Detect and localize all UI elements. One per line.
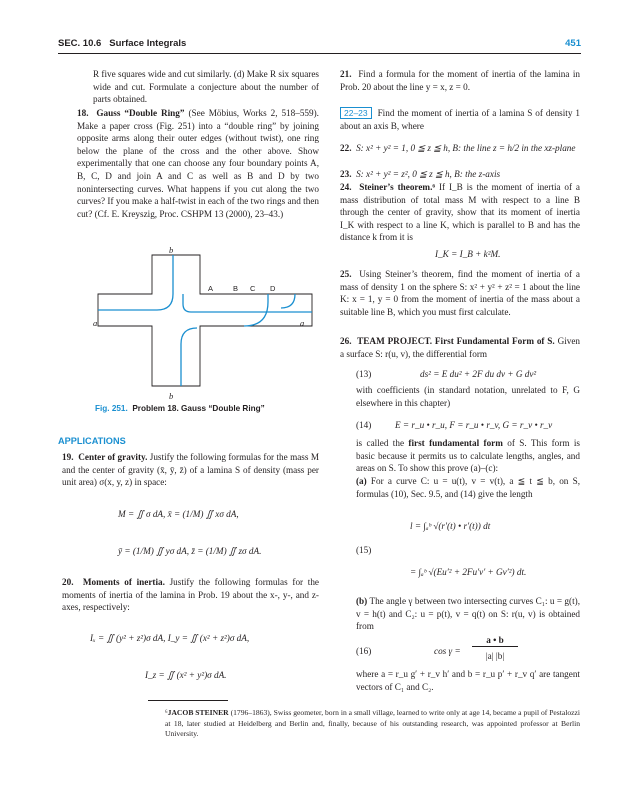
problem-title: Moments of inertia. [82, 577, 165, 587]
section-number: SEC. 10.6 [58, 38, 102, 49]
problem-26 [340, 335, 580, 360]
problem-text: Find a formula for the moment of inertia of the lamina in Prob. 20 about the line y = x, z = 0. [340, 69, 581, 92]
problem-range-box: 22–23 [340, 107, 372, 119]
problem-23 [340, 168, 580, 181]
equation-14: E = r_u • r_u, F = r_u • r_v, G = r_v • r_v [395, 420, 553, 430]
equation-16-numerator: a • b [472, 634, 518, 647]
equation-15-number: (15) [356, 545, 372, 555]
label-D: D [270, 284, 276, 293]
label-a-right: a [300, 318, 305, 328]
equation-19a: M = ∬ σ dA, x̄ = (1/M) ∬ xσ dA, [118, 509, 239, 519]
equation-24: I_K = I_B + k²M. [435, 249, 501, 259]
text-part: is called the [356, 438, 409, 448]
equation-13: ds² = E du² + 2F du dv + G dv² [420, 369, 537, 379]
problem-19 [62, 451, 319, 489]
curve-bottom [181, 328, 197, 386]
problem-title: TEAM PROJECT. First Fundamental Form of S. [357, 336, 555, 346]
problem-26-text3 [356, 437, 580, 475]
problem-range-text: Find the moment of inertia of a lamina S of density 1 about an axis B, where [340, 108, 581, 131]
header-rule [58, 53, 581, 54]
curve-d [281, 294, 295, 308]
problem-18 [77, 107, 319, 220]
label-C: C [250, 284, 256, 293]
problem-text: (See Möbius, Works 2, 518–559). Make a paper cross (Fig. 251) into a “double ring” by joining opposite arms along their outer edges (without twist), one ring below the plane of the cross and the other above. Show experimentally that one can choose any four boundary points A, B, C, D and join A and C as well as B and D by two nonintersecting curves. What happens if you cut along the two curves? If you make a half-twist in each of the two rings and then cut? (Cf. E. Kreyszig, Proc. CSHPM 13 (2000), 23–43.) [77, 108, 319, 219]
equation-13-number: (13) [356, 369, 372, 379]
part-label: (b) [356, 596, 368, 606]
problem-20 [62, 576, 319, 614]
problem-number: 19. [62, 452, 74, 462]
problem-range-22-23 [340, 107, 580, 132]
curves [98, 255, 312, 386]
equation-19b: ȳ = (1/M) ∬ yσ dA, z̄ = (1/M) ∬ zσ dA. [118, 546, 262, 556]
part-text: For a curve C: u = u(t), v = v(t), a ≦ t ≦ b, on S, formulas (10), Sec. 9.5, and (14) give the length [356, 476, 580, 499]
curve-top-left [98, 255, 173, 310]
problem-title: Steiner’s theorem.⁶ [359, 182, 436, 192]
applications-heading: APPLICATIONS [58, 436, 126, 446]
part-label: (a) [356, 476, 367, 486]
footnote-name: JACOB STEINER [167, 708, 229, 717]
section-title: Surface Integrals [109, 38, 187, 49]
equation-16-lhs: cos γ = [434, 646, 461, 656]
problem-text: If I_B is the moment of inertia of a mass distribution of total mass M with respect to a line B through the center of gravity, show that its moment of inertia I_K with respect to a line K, which is parallel to B and has the distance k from it is [340, 182, 581, 243]
problem-number: 23. [340, 169, 352, 179]
caption-label: Fig. 251. [95, 404, 128, 413]
problem-title: Center of gravity. [78, 452, 148, 462]
equation-20b: I_z = ∬ (x² + y²)σ dA. [145, 670, 227, 680]
problem-25 [340, 268, 580, 318]
figure-caption [95, 404, 265, 413]
problem-number: 22. [340, 143, 352, 153]
problem-number: 24. [340, 182, 352, 192]
label-A: A [208, 284, 214, 293]
problem-22 [340, 142, 580, 155]
problem-number: 18. [77, 108, 89, 118]
equation-14-number: (14) [356, 420, 372, 430]
curve-c [244, 294, 268, 326]
term-first-fundamental-form: first fundamental form [408, 438, 503, 448]
label-b-bottom: b [169, 391, 174, 401]
label-a-left: a [93, 318, 98, 328]
equation-20a: Iₓ = ∬ (y² + z²)σ dA, I_y = ∬ (x² + z²)σ dA, [90, 633, 250, 643]
part-b [356, 595, 580, 633]
equation-16-number: (16) [356, 646, 372, 656]
problem-text: Justify the following formulas for the moments of inertia of the lamina in Prob. 19 about the x-, y-, and z-axes, respectively: [62, 577, 319, 613]
problem-26-text2: with coefficients (in standard notation, unrelated to F, G elsewhere in this chapter) [356, 385, 580, 408]
footnote-mark: ⁶ [165, 708, 168, 717]
caption-problem: Problem 18. Gauss “Double Ring” [132, 404, 265, 413]
equation-15b: = ∫ₐᵇ √(Eu′² + 2Fu′v′ + Gv′²) dt. [410, 567, 527, 577]
problem-number: 25. [340, 269, 352, 279]
problem-17-continued: R five squares wide and cut similarly. (d) Make R six squares wide and cut. Formulate a conjecture about the number of parts obtained. [93, 69, 319, 105]
footnote-text: (1796–1863), Swiss geometer, born in a small village, learned to write only at age 14, became a pupil of Pestalozzi at 18, later studied at Heidelberg and Berlin and, finally, because of his outstanding research, was appointed professor at Berlin University. [165, 708, 580, 739]
problem-number: 26. [340, 336, 352, 346]
page-number: 451 [565, 38, 581, 49]
cross-outline [98, 255, 312, 386]
part-a [356, 475, 580, 500]
problem-text: S: x² + y² = 1, 0 ≦ z ≦ h, B: the line z = h/2 in the xz-plane [356, 143, 576, 153]
problem-24 [340, 181, 580, 244]
text-part: of S. This form is basic because it permits us to calculate lengths, angles, and areas on S. To show this prove (a)–(c): [356, 438, 580, 474]
double-ring-figure [90, 246, 320, 404]
equation-16-denominator: |a| |b| [485, 651, 505, 661]
problem-number: 20. [62, 577, 74, 587]
running-header [58, 38, 186, 49]
problem-text: Using Steiner’s theorem, find the moment of inertia of a mass of density 1 on the sphere S: x² + y² + z² = 1 about the line K: x = 1, y = 0 from the moment of inertia of the mass about a suitable line B, which you must first calculate. [340, 269, 581, 317]
equation-15a: l = ∫ₐᵇ √(r′(t) • r′(t)) dt [410, 521, 491, 531]
footnote-rule [148, 700, 228, 701]
label-b-top: b [169, 246, 174, 255]
label-B: B [233, 284, 239, 293]
problem-21 [340, 68, 580, 93]
part-b-text2: where a = r_u g′ + r_v h′ and b = r_u p′ + r_v q′ are tangent vectors of C₁ and C₂. [356, 669, 580, 692]
problem-number: 21. [340, 69, 352, 79]
problem-text: Justify the following formulas for the mass M and the center of gravity (x̄, ȳ, z̄) of a lamina S of density (mass per unit area) σ(x, y, z) in space: [62, 452, 319, 488]
problem-text: S: x² + y² = z², 0 ≦ z ≦ h, B: the z-axis [356, 169, 501, 179]
footnote [165, 708, 580, 740]
problem-text: Given a surface S: r(u, v), the differential form [340, 336, 581, 359]
problem-title: Gauss “Double Ring” [96, 108, 185, 118]
part-text: The angle γ between two intersecting curves C₁: u = g(t), v = h(t) and C₂: u = p(t), v = q(t) on S: r(u, v) is obtained from [356, 596, 580, 632]
